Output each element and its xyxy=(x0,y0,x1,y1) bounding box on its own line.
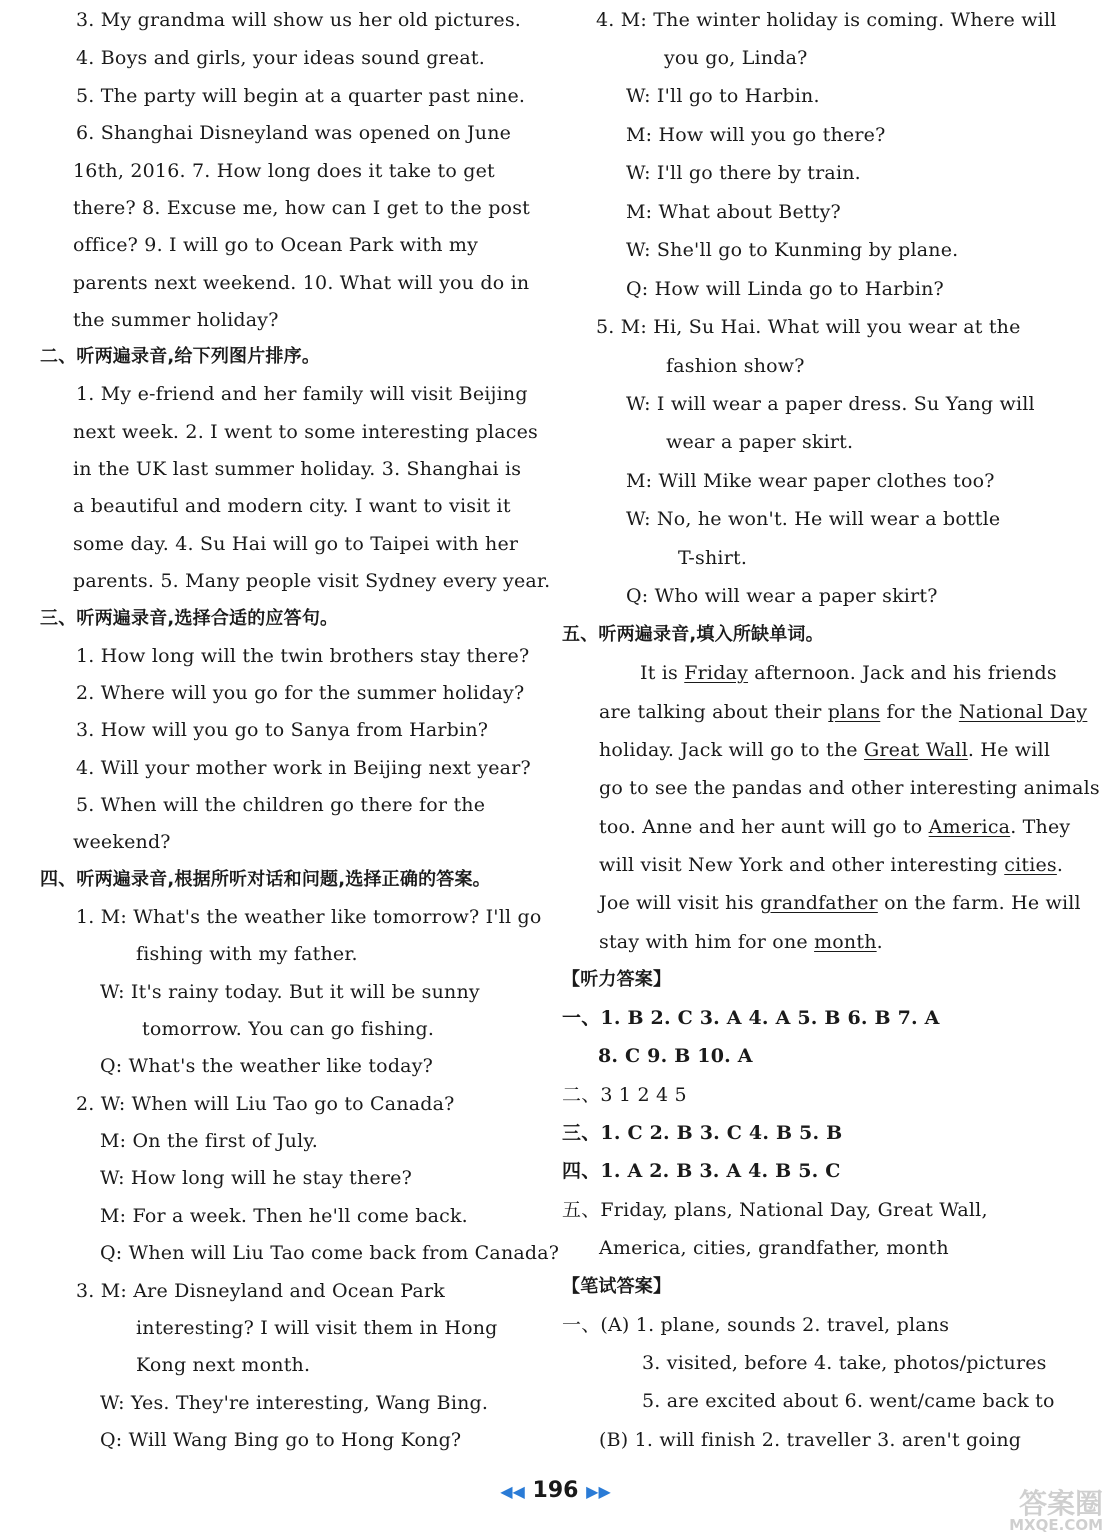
text-line: stay with him for one month. xyxy=(599,931,883,953)
text-line: 一、1. B 2. C 3. A 4. A 5. B 6. B 7. A xyxy=(562,1007,940,1029)
text-line: parents next weekend. 10. What will you do in xyxy=(73,272,530,294)
text-line: Kong next month. xyxy=(136,1354,311,1376)
text-line: you go, Linda? xyxy=(664,47,808,69)
text-line: some day. 4. Su Hai will go to Taipei with her xyxy=(73,533,519,555)
text-line: 5. are excited about 6. went/came back to xyxy=(642,1390,1055,1412)
text-line: Q: How will Linda go to Harbin? xyxy=(626,278,944,300)
text-line: 4. Will your mother work in Beijing next year? xyxy=(76,757,531,779)
text-line: M: What about Betty? xyxy=(626,201,841,223)
text-line: 1. How long will the twin brothers stay there? xyxy=(76,645,530,667)
text-line: America, cities, grandfather, month xyxy=(599,1237,949,1259)
text-line: Q: When will Liu Tao come back from Canada? xyxy=(100,1242,560,1264)
section-heading: 【笔试答案】 xyxy=(562,1276,672,1297)
text-line: are talking about their plans for the National Day xyxy=(599,701,1088,723)
text-line: go to see the pandas and other interesting animals xyxy=(599,777,1100,799)
filled-blank: National Day xyxy=(958,701,1088,723)
text-line: W: No, he won't. He will wear a bottle xyxy=(626,508,1001,530)
text-line: 5. The party will begin at a quarter past nine. xyxy=(76,85,526,107)
text-line: weekend? xyxy=(73,831,171,853)
text-line: office? 9. I will go to Ocean Park with my xyxy=(73,234,479,256)
text-line: wear a paper skirt. xyxy=(666,431,854,453)
text-line: 8. C 9. B 10. A xyxy=(598,1045,753,1067)
text-line: 4. Boys and girls, your ideas sound great. xyxy=(76,47,485,69)
section-heading: 四、听两遍录音,根据所听对话和问题,选择正确的答案。 xyxy=(40,869,491,890)
text-line: 四、1. A 2. B 3. A 4. B 5. C xyxy=(562,1160,841,1182)
text-line: 1. M: What's the weather like tomorrow? I'll go xyxy=(76,906,542,928)
text-line: will visit New York and other interesting cities. xyxy=(599,854,1064,876)
text-line: holiday. Jack will go to the Great Wall. He will xyxy=(599,739,1051,761)
text-line: 二、3 1 2 4 5 xyxy=(562,1084,687,1106)
text-line: 2. Where will you go for the summer holiday? xyxy=(76,682,525,704)
text-line: M: For a week. Then he'll come back. xyxy=(100,1205,468,1227)
text-line: a beautiful and modern city. I want to visit it xyxy=(73,495,511,517)
text-line: W: I will wear a paper dress. Su Yang will xyxy=(626,393,1035,415)
filled-blank: Friday xyxy=(684,662,749,684)
text-line: Q: What's the weather like today? xyxy=(100,1055,434,1077)
filled-blank: grandfather xyxy=(760,892,878,914)
text-line: 3. My grandma will show us her old pictures. xyxy=(76,9,522,31)
text-line: M: On the first of July. xyxy=(100,1130,319,1152)
text-line: W: It's rainy today. But it will be sunny xyxy=(100,981,480,1003)
text-line: 三、1. C 2. B 3. C 4. B 5. B xyxy=(562,1122,843,1144)
text-line: next week. 2. I went to some interesting places xyxy=(73,421,538,443)
text-line: W: I'll go to Harbin. xyxy=(626,85,820,107)
section-heading: 三、听两遍录音,选择合适的应答句。 xyxy=(40,608,339,629)
text-line: 1. My e-friend and her family will visit Beijing xyxy=(76,383,528,405)
next-arrows-icon: ▶▶ xyxy=(586,1482,611,1501)
text-line: 一、(A) 1. plane, sounds 2. travel, plans xyxy=(562,1314,950,1336)
filled-blank: cities xyxy=(1004,854,1057,876)
watermark-logo xyxy=(953,1487,1103,1534)
text-line: the summer holiday? xyxy=(73,309,279,331)
text-line: W: How long will he stay there? xyxy=(100,1167,412,1189)
text-line: W: I'll go there by train. xyxy=(626,162,861,184)
section-heading: 五、听两遍录音,填入所缺单词。 xyxy=(562,624,824,645)
text-line: there? 8. Excuse me, how can I get to the post xyxy=(73,197,530,219)
text-line: M: How will you go there? xyxy=(626,124,886,146)
watermark-url: MXQE.COM xyxy=(1009,1516,1103,1534)
page-footer xyxy=(0,1478,1111,1503)
text-line: Q: Who will wear a paper skirt? xyxy=(626,585,938,607)
section-heading: 二、听两遍录音,给下列图片排序。 xyxy=(40,346,321,367)
text-line: fishing with my father. xyxy=(136,943,358,965)
filled-blank: plans xyxy=(827,701,881,723)
text-line: W: Yes. They're interesting, Wang Bing. xyxy=(100,1392,489,1414)
watermark-text: 答案圈 xyxy=(1018,1487,1103,1520)
filled-blank: America xyxy=(928,816,1011,838)
text-line: 4. M: The winter holiday is coming. Where will xyxy=(596,9,1057,31)
filled-blank: month xyxy=(814,931,877,953)
text-line: Joe will visit his grandfather on the farm. He will xyxy=(599,892,1081,914)
text-line: interesting? I will visit them in Hong xyxy=(136,1317,498,1339)
text-line: 6. Shanghai Disneyland was opened on June xyxy=(76,122,512,144)
text-line: tomorrow. You can go fishing. xyxy=(142,1018,435,1040)
text-line: 五、Friday, plans, National Day, Great Wall, xyxy=(562,1199,988,1221)
text-line: (B) 1. will finish 2. traveller 3. aren't going xyxy=(599,1429,1022,1451)
text-line: 2. W: When will Liu Tao go to Canada? xyxy=(76,1093,455,1115)
text-line: 5. M: Hi, Su Hai. What will you wear at the xyxy=(596,316,1021,338)
filled-blank: Great Wall xyxy=(864,739,968,761)
text-line: T-shirt. xyxy=(678,547,748,569)
section-heading: 【听力答案】 xyxy=(562,969,672,990)
text-line: 3. M: Are Disneyland and Ocean Park xyxy=(76,1280,445,1302)
text-line: 16th, 2016. 7. How long does it take to get xyxy=(73,160,495,182)
text-line: 3. How will you go to Sanya from Harbin? xyxy=(76,719,489,741)
text-line: in the UK last summer holiday. 3. Shanghai is xyxy=(73,458,522,480)
prev-arrows-icon: ◀◀ xyxy=(500,1482,525,1501)
text-line: W: She'll go to Kunming by plane. xyxy=(626,239,959,261)
text-line: It is Friday afternoon. Jack and his friends xyxy=(640,662,1057,684)
page-number: 196 xyxy=(532,1478,579,1503)
text-line: Q: Will Wang Bing go to Hong Kong? xyxy=(100,1429,462,1451)
text-line: too. Anne and her aunt will go to America. They xyxy=(599,816,1071,838)
text-line: 5. When will the children go there for the xyxy=(76,794,486,816)
text-line: 3. visited, before 4. take, photos/pictures xyxy=(642,1352,1047,1374)
text-line: M: Will Mike wear paper clothes too? xyxy=(626,470,995,492)
text-line: fashion show? xyxy=(666,355,805,377)
text-line: parents. 5. Many people visit Sydney every year. xyxy=(73,570,551,592)
